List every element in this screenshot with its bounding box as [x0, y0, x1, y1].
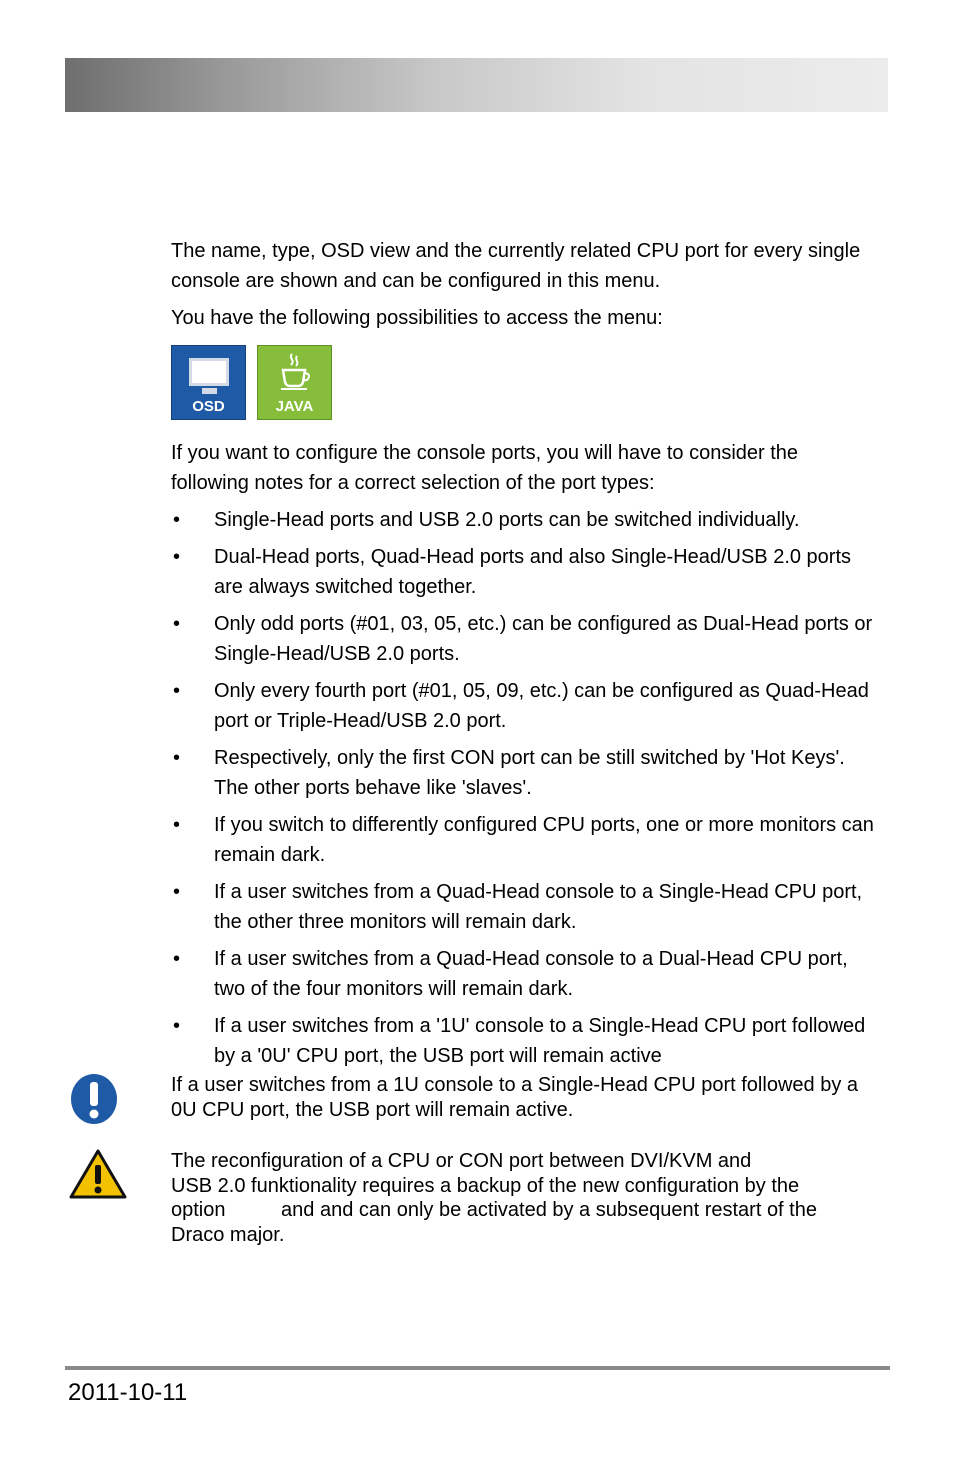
bullet-symbol: •: [173, 1015, 181, 1037]
access-paragraph: You have the following possibilities to access the menu:: [171, 307, 663, 329]
notes-intro-paragraph: If you want to configure the console ports, you will have to consider the following notes for a correct selection of the port types:: [171, 442, 799, 494]
list-item: • Single-Head ports and USB 2.0 ports can be switched individually.: [171, 505, 881, 535]
header-bar: [65, 58, 888, 112]
bullet-symbol: •: [173, 814, 181, 836]
list-item: • Dual-Head ports, Quad-Head ports and also Single-Head/USB 2.0 ports are always switched together.: [171, 542, 881, 602]
list-item: • If a user switches from a Quad-Head console to a Single-Head CPU port, the other three monitors will remain dark.: [171, 877, 881, 937]
coffee-cup-icon: [278, 352, 312, 392]
warning-note: [171, 1149, 881, 1247]
list-item: • Respectively, only the first CON port can be still switched by 'Hot Keys'. The other ports behave like 'slaves'.: [171, 743, 881, 803]
list-item: • Only every fourth port (#01, 05, 09, etc.) can be configured as Quad-Head port or Triple-Head/USB 2.0 port.: [171, 676, 881, 736]
list-item: • If a user switches from a Quad-Head console to a Dual-Head CPU port, two of the four monitors will remain dark.: [171, 944, 881, 1004]
warning-line: option and and can only be activated by a subsequent restart of the: [171, 1199, 817, 1221]
bullet-symbol: •: [173, 881, 181, 903]
footer-date: 2011-10-11: [68, 1379, 188, 1406]
intro-paragraph: The name, type, OSD view and the currently related CPU port for every single console are shown and can be configured in this menu.: [171, 240, 861, 292]
footer-divider: [65, 1366, 890, 1370]
bullet-symbol: •: [173, 680, 181, 702]
notes-list: [171, 505, 881, 1071]
osd-icon-label: OSD: [192, 398, 225, 415]
bullet-symbol: •: [173, 509, 181, 531]
warning-line: The reconfiguration of a CPU or CON port between DVI/KVM and: [171, 1150, 752, 1172]
bullet-symbol: •: [173, 613, 181, 635]
warning-icon: [68, 1148, 128, 1200]
java-icon-label: JAVA: [275, 398, 314, 415]
list-item: • Only odd ports (#01, 03, 05, etc.) can be configured as Dual-Head ports or Single-Head/USB 2.0 ports.: [171, 609, 881, 669]
info-exclamation-icon: [70, 1073, 118, 1125]
warning-line: Draco major.: [171, 1223, 285, 1246]
monitor-icon: [189, 358, 229, 386]
osd-icon[interactable]: [171, 345, 246, 420]
list-item: • If a user switches from a '1U' console to a Single-Head CPU port followed by a '0U' CPU port, the USB port will remain active: [171, 1011, 881, 1071]
java-icon[interactable]: [257, 345, 332, 420]
bullet-symbol: •: [173, 546, 181, 568]
access-icons: [171, 345, 881, 420]
warning-line: USB 2.0 funktionality requires a backup of the new configuration by the: [171, 1174, 800, 1197]
list-item: • If you switch to differently configured CPU ports, one or more monitors can remain dark.: [171, 810, 881, 870]
bullet-symbol: •: [173, 948, 181, 970]
bullet-symbol: •: [173, 747, 181, 769]
main-content: [171, 236, 881, 1078]
info-note: If a user switches from a 1U console to a Single-Head CPU port followed by a 0U CPU port, the USB port will remain active.: [171, 1074, 858, 1121]
